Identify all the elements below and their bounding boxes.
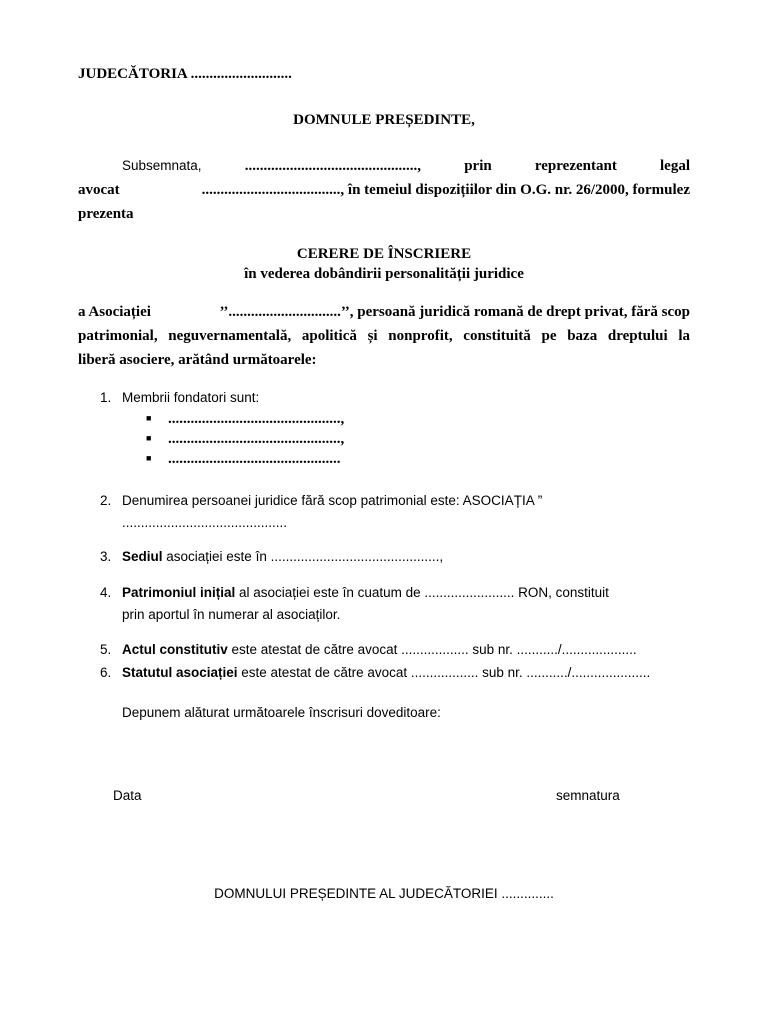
bullet-icon: ■: [146, 433, 152, 443]
assoc-text: a Asociației: [78, 304, 151, 320]
item-number: 3.: [100, 549, 112, 564]
bullet-icon: ■: [146, 453, 152, 463]
member-line: ..............................................: [168, 451, 341, 467]
member-line: ..............................................,: [168, 431, 345, 447]
court-heading: JUDECĂTORIA ...........................: [78, 66, 292, 82]
item-number: 1.: [100, 390, 112, 405]
item-6-rest: este atestat de către avocat .................. sub nr. .........../.....................: [237, 665, 651, 680]
item-2-continuation: ............................................: [122, 515, 288, 530]
date-label: Data: [113, 788, 142, 803]
item-4-continuation: prin aportul în numerar al asociaților.: [122, 607, 341, 622]
item-6-bold: Statutul asociației: [122, 665, 238, 680]
association-paragraph: [78, 300, 690, 372]
item-2-text: Denumirea persoanei juridice fără scop patrimonial este: ASOCIAȚIA ”: [122, 493, 543, 508]
bullet-icon: ■: [146, 413, 152, 423]
addressee: DOMNULUI PREȘEDINTE AL JUDECĂTORIEI ..............: [214, 886, 554, 901]
item-4-bold: Patrimoniul inițial: [122, 585, 236, 600]
intro-word: Subsemnata,: [122, 158, 202, 173]
intro-word: prin: [464, 158, 492, 174]
attachments-line: Depunem alăturat următoarele înscrisuri doveditoare:: [122, 705, 441, 720]
assoc-line-2: patrimonial, neguvernamentală, apolitică și nonprofit, constituită pe baza dreptului la: [78, 328, 690, 344]
intro-word: legal: [660, 158, 690, 174]
intro-line-3: prezenta: [78, 206, 134, 222]
item-3-text: [122, 549, 443, 564]
item-5-rest: este atestat de către avocat .................. sub nr. .........../....................: [227, 642, 637, 657]
item-number: 6.: [100, 665, 112, 680]
intro-word: ....................................., în temeiul dispozițiilor din O.G. nr. 26/2000, formulez: [201, 182, 690, 198]
assoc-line-1: [78, 300, 690, 324]
salutation: DOMNULE PREȘEDINTE,: [293, 112, 475, 128]
item-3-rest: asociației este în .............................................,: [162, 549, 444, 564]
item-number: 2.: [100, 493, 112, 508]
item-number: 5.: [100, 642, 112, 657]
intro-paragraph: [78, 154, 690, 226]
item-5-text: [122, 642, 637, 657]
member-line: ..............................................,: [168, 411, 345, 427]
item-3-bold: Sediul: [122, 549, 163, 564]
intro-line-1: [78, 154, 690, 178]
item-6-text: [122, 665, 650, 680]
intro-line-2: [78, 178, 690, 202]
intro-word: avocat: [78, 182, 120, 198]
item-5-bold: Actul constitutiv: [122, 642, 228, 657]
item-4-rest: al asociației este în cuatum de ........................ RON, constituit: [235, 585, 609, 600]
item-1-text: Membrii fondatori sunt:: [122, 390, 260, 405]
document-subtitle: în vederea dobândirii personalității juridice: [244, 266, 524, 282]
item-number: 4.: [100, 585, 112, 600]
signature-label: semnatura: [556, 788, 620, 803]
intro-word: reprezentant: [534, 158, 617, 174]
assoc-line-3: liberă asociere, arătând următoarele:: [78, 352, 317, 368]
assoc-text: ’’..............................’’, persoană juridică romană de drept privat, fără scop: [219, 304, 690, 320]
document-title: CERERE DE ÎNSCRIERE: [296, 246, 472, 262]
item-4-text: [122, 585, 609, 600]
intro-word: ..............................................,: [244, 158, 421, 174]
